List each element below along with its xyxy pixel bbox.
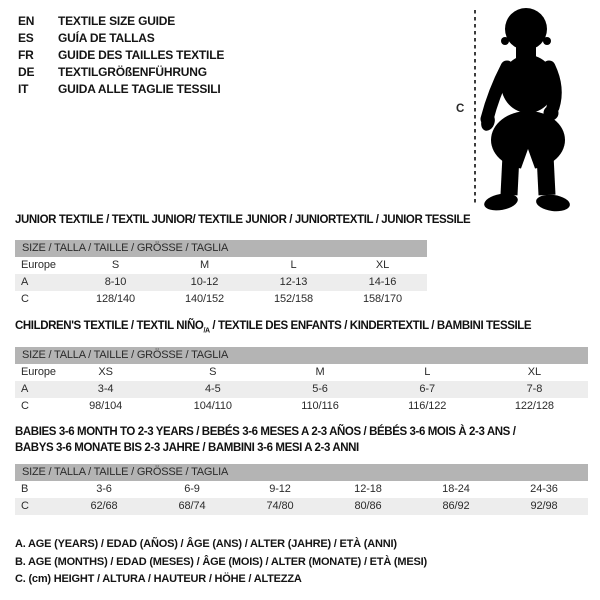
table-cell: 86/92	[442, 500, 470, 512]
language-label: GUIDE DES TAILLES TEXTILE	[58, 48, 225, 62]
table-cell: XL	[375, 259, 390, 271]
table-cell: 152/158	[273, 293, 314, 305]
language-label: GUÍA DE TALLAS	[58, 31, 155, 45]
table-cell: M	[315, 366, 325, 378]
footnotes	[15, 536, 427, 589]
table-cell: 104/110	[193, 400, 232, 412]
language-guide-list	[18, 13, 224, 98]
row-label: C	[21, 293, 29, 305]
table-cell: 74/80	[266, 500, 294, 512]
table-header-bar: SIZE / TALLA / TAILLE / GRÖSSE / TAGLIA	[15, 464, 588, 481]
table-cell: 80/86	[354, 500, 382, 512]
table-cell: 24-36	[530, 483, 558, 495]
table-cell: 10-12	[190, 276, 219, 288]
language-item	[18, 13, 224, 30]
language-label: TEXTILGRÖßENFÜHRUNG	[58, 65, 207, 79]
table-cell: S	[111, 259, 120, 271]
title-line: BABIES 3-6 MONTH TO 2-3 YEARS / BEBÉS 3-6 MESES A 2-3 AÑOS / BÉBÉS 3-6 MOIS À 2-3 ANS /	[15, 426, 516, 438]
title-subscript: /A	[203, 327, 210, 335]
table-cell: 8-10	[104, 276, 127, 288]
row-label: B	[21, 483, 29, 495]
table-cell: 158/170	[362, 293, 403, 305]
table-cell: 3-4	[97, 383, 114, 395]
table-cell: 7-8	[526, 383, 543, 395]
table-row-months	[15, 481, 588, 498]
table-header-bar: SIZE / TALLA / TAILLE / GRÖSSE / TAGLIA	[15, 347, 588, 364]
size-table-babies	[15, 464, 588, 515]
table-cell: 3-6	[96, 483, 112, 495]
language-item	[18, 30, 224, 47]
language-code: ES	[18, 31, 34, 45]
row-label: Europe	[21, 259, 56, 271]
table-cell: XS	[98, 366, 113, 378]
table-row-height	[15, 291, 427, 308]
table-cell: 6-7	[419, 383, 436, 395]
table-cell: 6-9	[184, 483, 200, 495]
table-cell: 98/104	[89, 400, 123, 412]
height-dashed-line	[473, 8, 477, 208]
row-label: A	[21, 383, 29, 395]
footnote-b: B. AGE (MONTHS) / EDAD (MESES) / ÂGE (MOIS) / ALTER (MONATE) / ETÀ (MESI)	[15, 555, 427, 568]
babies-section-title	[15, 424, 516, 456]
table-header-bar: SIZE / TALLA / TAILLE / GRÖSSE / TAGLIA	[15, 240, 427, 257]
table-cell: 9-12	[269, 483, 291, 495]
language-code: DE	[18, 65, 35, 79]
size-table-junior	[15, 240, 427, 308]
table-cell: 122/128	[514, 400, 554, 412]
table-row-age	[15, 274, 427, 291]
table-cell: 110/116	[301, 400, 339, 412]
title-text: / TEXTILE DES ENFANTS / KINDERTEXTIL / BAMBINI TESSILE	[209, 320, 532, 332]
children-section-title	[15, 320, 531, 334]
table-cell: 12-18	[354, 483, 382, 495]
table-row-europe	[15, 364, 588, 381]
table-cell: S	[209, 366, 217, 378]
table-cell: 128/140	[95, 293, 136, 305]
row-label: C	[21, 500, 29, 512]
table-row-height	[15, 498, 588, 515]
size-table-children	[15, 347, 588, 415]
row-label: Europe	[21, 366, 56, 378]
footnote-c: C. (cm) HEIGHT / ALTURA / HAUTEUR / HÖHE / ALTEZZA	[15, 573, 302, 585]
row-label: A	[21, 276, 29, 288]
language-item	[18, 81, 224, 98]
height-label-c: C	[456, 103, 465, 115]
table-cell: 140/152	[184, 293, 225, 305]
language-code: FR	[18, 48, 34, 62]
title-text: CHILDREN'S TEXTILE / TEXTIL NIÑO	[15, 320, 204, 332]
table-cell: 68/74	[178, 500, 206, 512]
table-cell: XL	[527, 366, 542, 378]
table-cell: L	[290, 259, 297, 271]
table-cell: L	[424, 366, 431, 378]
table-cell: 14-16	[368, 276, 397, 288]
language-label: TEXTILE SIZE GUIDE	[58, 14, 176, 28]
table-cell: 62/68	[90, 500, 118, 512]
junior-section-title: JUNIOR TEXTILE / TEXTIL JUNIOR/ TEXTILE JUNIOR / JUNIORTEXTIL / JUNIOR TESSILE	[15, 214, 471, 226]
table-cell: M	[199, 259, 210, 271]
row-label: C	[21, 400, 29, 412]
table-cell: 116/122	[408, 400, 447, 412]
table-cell: 4-5	[205, 383, 221, 395]
table-cell: 92/98	[530, 500, 558, 512]
language-item	[18, 64, 224, 81]
toddler-silhouette-icon	[480, 0, 600, 220]
language-code: EN	[18, 14, 35, 28]
table-cell: 12-13	[279, 276, 308, 288]
footnote-a: A. AGE (YEARS) / EDAD (AÑOS) / ÂGE (ANS) / ALTER (JAHRE) / ETÀ (ANNI)	[15, 538, 397, 550]
language-label: GUIDA ALLE TAGLIE TESSILI	[58, 82, 221, 96]
table-row-age	[15, 381, 588, 398]
table-row-height	[15, 398, 588, 415]
table-row-europe	[15, 257, 427, 274]
title-line: BABYS 3-6 MONATE BIS 2-3 JAHRE / BAMBINI 3-6 MESI A 2-3 ANNI	[15, 442, 359, 454]
language-item	[18, 47, 224, 64]
language-code: IT	[18, 82, 29, 96]
table-cell: 5-6	[312, 383, 328, 395]
table-cell: 18-24	[442, 483, 470, 495]
